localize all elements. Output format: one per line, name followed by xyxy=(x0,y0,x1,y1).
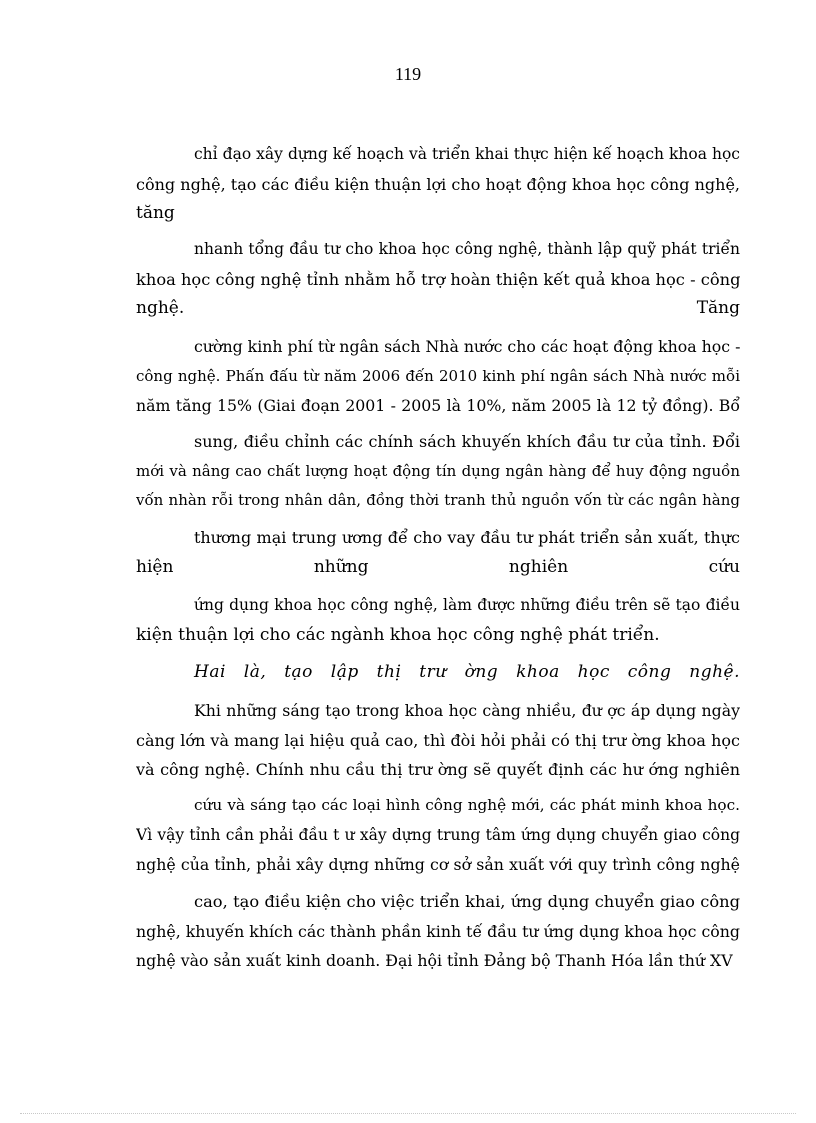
text-line: sung, điều chỉnh các chính sách khuyến khích đầu tư của tỉnh. Đổi xyxy=(194,432,740,451)
text-line: chỉ đạo xây dựng kế hoạch và triển khai thực hiện kế hoạch khoa học xyxy=(194,145,740,163)
paragraph xyxy=(136,427,740,516)
text-line: cứu và sáng tạo các loại hình công nghệ mới, các phát minh khoa học. xyxy=(194,796,740,814)
text-line: vốn nhàn rỗi trong nhân dân, đồng thời tranh thủ nguồn vốn từ các ngân hàng xyxy=(136,491,740,509)
text-line: nghệ vào sản xuất kinh doanh. Đại hội tỉnh Đảng bộ Thanh Hóa lần thứ XV xyxy=(136,951,733,970)
text-line: công nghệ. Phấn đấu từ năm 2006 đến 2010 kinh phí ngân sách Nhà nước mỗi xyxy=(136,366,740,385)
text-line xyxy=(136,294,740,324)
text-line: thương mại trung ương để cho vay đầu tư phát triển sản xuất, thực xyxy=(194,528,740,547)
text-line: mới và nâng cao chất lượng hoạt động tín dụng ngân hàng để huy động nguồn xyxy=(136,461,740,480)
text-fragment: nghệ. xyxy=(136,298,185,318)
page-bottom-rule xyxy=(20,1113,796,1114)
text-line: ứng dụng khoa học công nghệ, làm được những điều trên sẽ tạo điều xyxy=(194,596,740,614)
text-line: nghệ của tỉnh, phải xây dựng những cơ sở sản xuất với quy trình công nghệ xyxy=(136,855,740,874)
text-line: công nghệ, tạo các điều kiện thuận lợi cho hoạt động khoa học công nghệ, xyxy=(136,174,740,194)
page-number: 119 xyxy=(394,64,422,84)
text-line: và công nghệ. Chính nhu cầu thị trư ờng sẽ quyết định các hư ớng nghiên xyxy=(136,760,740,779)
text-line: khoa học công nghệ tỉnh nhằm hỗ trợ hoàn thiện kết quả khoa học - công xyxy=(136,269,740,289)
text-line: nghệ, khuyến khích các thành phần kinh tế đầu tư ứng dụng khoa học công xyxy=(136,921,740,941)
text-line: càng lớn và mang lại hiệu quả cao, thì đòi hỏi phải có thị trư ờng khoa học xyxy=(136,730,740,750)
paragraph xyxy=(136,791,740,880)
section-heading: Hai là, tạo lập thị trư ờng khoa học công nghệ. xyxy=(194,662,740,682)
text-line: nhanh tổng đầu tư cho khoa học công nghệ, thành lập quỹ phát triển xyxy=(194,240,740,258)
text-line: cao, tạo điều kiện cho việc triển khai, ứng dụng chuyển giao công xyxy=(194,892,740,911)
text-line: tăng xyxy=(136,203,175,223)
paragraph xyxy=(136,696,740,785)
text-line: Vì vậy tỉnh cần phải đầu t ư xây dựng trung tâm ứng dụng chuyển giao công xyxy=(136,825,740,844)
paragraph xyxy=(136,591,740,650)
text-line: Khi những sáng tạo trong khoa học càng nhiều, đư ợc áp dụng ngày xyxy=(194,701,740,720)
paragraph xyxy=(136,658,740,688)
paragraph xyxy=(136,887,740,976)
text-line: năm tăng 15% (Giai đoạn 2001 - 2005 là 10%, năm 2005 là 12 tỷ đồng). Bổ xyxy=(136,396,740,415)
text-line: cường kinh phí từ ngân sách Nhà nước cho các hoạt động khoa học - xyxy=(194,337,740,356)
text-line: hiện những nghiên cứu xyxy=(136,556,740,577)
text-fragment: Tăng xyxy=(696,298,740,318)
paragraph xyxy=(136,235,740,324)
text-line: kiện thuận lợi cho các ngành khoa học công nghệ phát triển. xyxy=(136,624,660,645)
paragraph xyxy=(136,140,740,229)
paragraph xyxy=(136,523,740,582)
paragraph xyxy=(136,332,740,421)
